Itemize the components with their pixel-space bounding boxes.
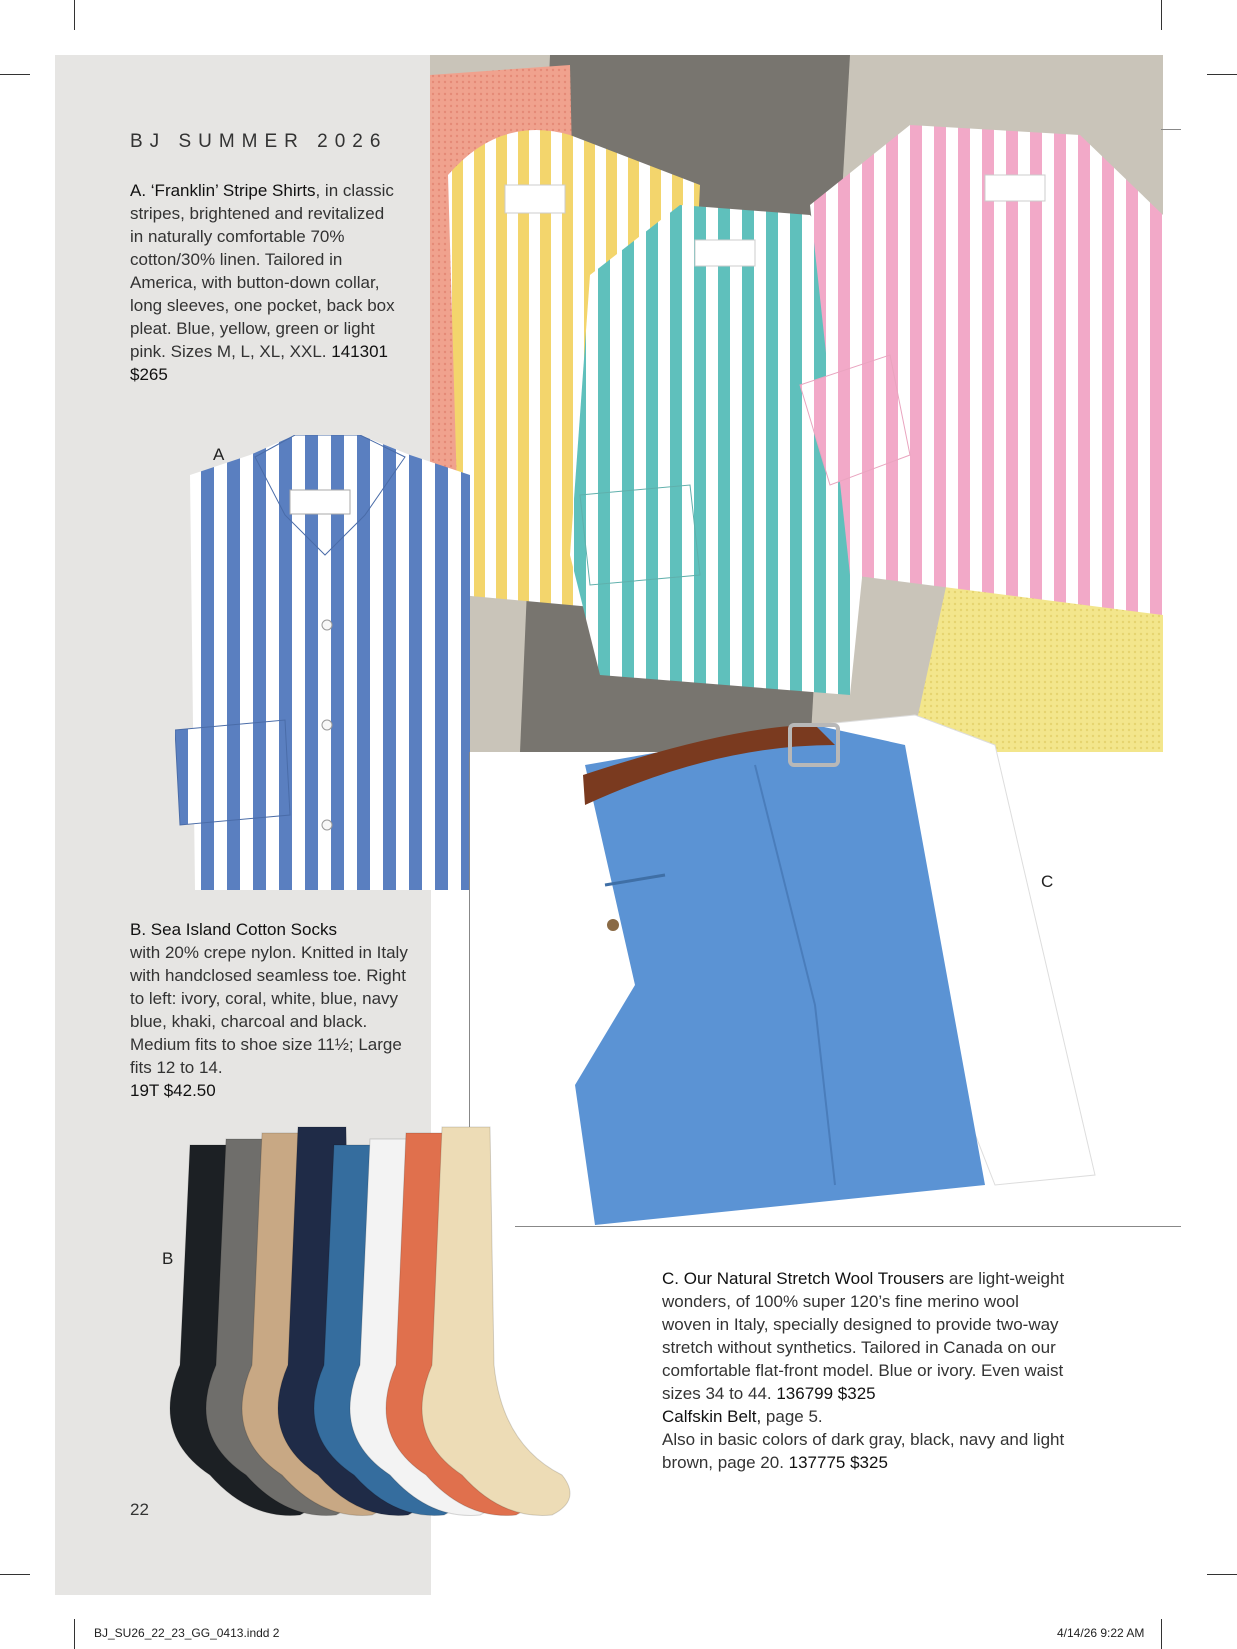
crop-mark xyxy=(0,74,30,75)
divider-horizontal xyxy=(515,1226,1181,1227)
item-b-body: with 20% crepe nylon. Knitted in Italy with handclosed seamless toe. Right to left: ivory, coral, white, blue, navy blue, khaki, charcoal and black. Medium fits to shoe size 11½; Large fits 12 to 14. xyxy=(130,943,408,1077)
trousers-photo xyxy=(575,705,1115,1230)
belt-body: page 5. xyxy=(761,1407,823,1426)
crop-mark xyxy=(0,1574,30,1575)
socks-photo xyxy=(150,1115,630,1525)
crop-mark xyxy=(1207,1574,1237,1575)
item-b-description xyxy=(130,918,415,1102)
crop-mark xyxy=(1207,74,1237,75)
crop-mark xyxy=(1161,1619,1162,1649)
file-slug: BJ_SU26_22_23_GG_0413.indd 2 xyxy=(94,1626,280,1640)
date-slug: 4/14/26 9:22 AM xyxy=(1057,1626,1145,1640)
belt-price: 137775 $325 xyxy=(783,1453,888,1472)
blue-shirt-photo xyxy=(175,435,480,900)
marker-c: C xyxy=(1041,872,1054,891)
item-a-body: , in classic stripes, brightened and revitalized in naturally comfortable 70% cotton/30% linen. Tailored in America, with button-down collar, long sleeves, one pocket, back box pleat. Blue, yellow, green or light pink. Sizes M, L, XL, XXL. xyxy=(130,181,395,361)
catalog-title: BJ SUMMER 2026 xyxy=(130,131,388,152)
item-a-title: A. ‘Franklin’ Stripe Shirts xyxy=(130,181,316,200)
belt-title: Calfskin Belt, xyxy=(662,1407,762,1426)
item-a-description xyxy=(130,179,400,386)
divider-top-right xyxy=(1161,129,1181,130)
item-b-price: 19T $42.50 xyxy=(130,1081,216,1100)
marker-a: A xyxy=(213,445,225,464)
crop-mark xyxy=(74,0,75,30)
item-b-title: B. Sea Island Cotton Socks xyxy=(130,920,337,939)
item-c-body: are light-weight wonders, of 100% super 120’s fine merino wool woven in Italy, specially designed to provide two-way stretch without synthetics. Tailored in Canada on our comfortable flat-front model. Blue or ivory. Even waist sizes 34 to 44. xyxy=(662,1269,1065,1403)
belt-more: Also in basic colors of dark gray, black, navy and light brown, page 20. xyxy=(662,1430,1065,1472)
divider-vertical xyxy=(469,752,470,1127)
shirts-photo xyxy=(430,55,1163,752)
item-a-price: 141301 $265 xyxy=(130,342,388,384)
page-number: 22 xyxy=(130,1500,149,1519)
crop-mark xyxy=(1161,0,1162,30)
crop-mark xyxy=(74,1619,75,1649)
sock-8 xyxy=(422,1127,570,1516)
item-c-price: 136799 $325 xyxy=(771,1384,876,1403)
item-c-description xyxy=(662,1267,1067,1474)
marker-b: B xyxy=(162,1249,174,1268)
item-c-title: C. Our Natural Stretch Wool Trousers xyxy=(662,1269,945,1288)
